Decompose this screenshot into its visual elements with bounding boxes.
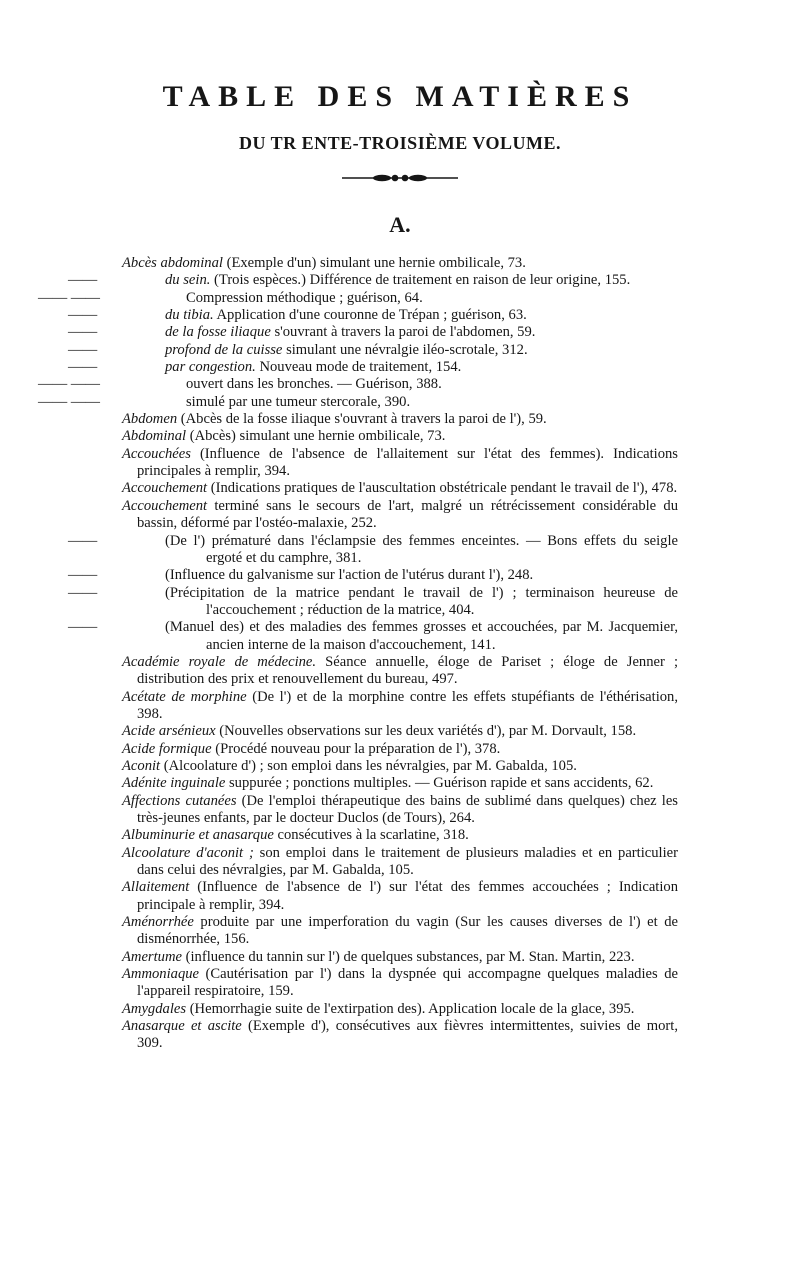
entry-heading: par congestion. xyxy=(165,359,256,376)
entry-heading: Accouchement xyxy=(122,480,208,497)
index-entry xyxy=(68,359,678,376)
entry-dash: —— xyxy=(68,307,98,324)
index-entry xyxy=(122,914,678,949)
entry-text: simulé par une tumeur stercorale, 390. xyxy=(186,393,411,410)
entry-text: Séance annuelle, éloge de Pariset ; éloge de Jenner ; distribution des prix et renouvellement du bureau, 497. xyxy=(137,653,678,688)
entry-text: (Indications pratiques de l'auscultation obstétricale pendant le travail de l'), 478. xyxy=(207,480,678,497)
entry-dash: —— xyxy=(68,272,98,289)
entry-heading: Accouchement xyxy=(122,497,208,514)
entry-text: (De l'emploi thérapeutique des bains de sublimé dans quelques) chez les très-jeunes enfants, par le docteur Duclos (de Tours), 264. xyxy=(137,792,678,826)
entry-list xyxy=(38,255,678,1053)
entry-heading: du tibia. xyxy=(165,307,214,324)
entry-heading: Amygdales xyxy=(122,1000,187,1017)
index-entry xyxy=(122,480,678,497)
entry-text: (Exemple d'), consécutives aux fièvres intermittentes, suivies de mort, 309. xyxy=(137,1018,678,1052)
entry-text: (influence du tannin sur l') de quelques substances, par M. Stan. Martin, 223. xyxy=(181,948,635,965)
index-entry xyxy=(68,324,678,341)
index-entry xyxy=(122,654,678,689)
entry-text: (De l') prématuré dans l'éclampsie des femmes enceintes. — Bons effets du seigle ergoté et du camphre, 381. xyxy=(165,532,678,566)
index-entry xyxy=(122,411,678,428)
entry-heading: Adénite inguinale xyxy=(122,775,226,792)
entry-text: s'ouvrant à travers la paroi de l'abdomen, 59. xyxy=(270,324,536,341)
entry-text: suppurée ; ponctions multiples. — Guérison rapide et sans accidents, 62. xyxy=(225,775,654,792)
index-entry xyxy=(38,376,678,393)
index-entry xyxy=(68,272,678,289)
entry-heading: Acide arsénieux xyxy=(122,723,216,740)
index-entry xyxy=(68,307,678,324)
entry-heading: Abcès abdominal xyxy=(122,255,223,271)
entry-text: (Précipitation de la matrice pendant le travail de l') ; terminaison heureuse de l'accouchement ; réduction de la matrice, 404. xyxy=(165,584,678,618)
entry-text: Nouveau mode de traitement, 154. xyxy=(255,359,462,376)
entry-text: simulant une névralgie iléo-scrotale, 312. xyxy=(282,341,528,358)
entry-dash: —— —— xyxy=(38,289,101,306)
entry-heading: Abdominal xyxy=(122,428,187,445)
index-entry xyxy=(122,498,678,533)
entry-text: produite par une imperforation du vagin (Sur les causes diverses de l') et de disménorrhée, 156. xyxy=(137,914,678,948)
entry-text: (Procédé nouveau pour la préparation de l'), 378. xyxy=(211,740,501,757)
index-entry xyxy=(122,758,678,775)
entry-heading: Aconit xyxy=(122,757,161,774)
entry-heading: profond de la cuisse xyxy=(165,341,283,358)
index-entry xyxy=(122,1018,678,1053)
index-entry xyxy=(122,723,678,740)
index-entry xyxy=(122,793,678,828)
entry-text: (Cautérisation par l') dans la dyspnée qui accompagne quelques maladies de l'appareil respiratoire, 159. xyxy=(137,966,678,1000)
entry-heading: Albuminurie et anasarque xyxy=(122,827,274,844)
index-entry xyxy=(122,775,678,792)
index-entry xyxy=(122,446,678,481)
index-entry xyxy=(68,567,678,584)
index-entry xyxy=(122,255,678,272)
entry-heading: du sein. xyxy=(165,272,211,289)
entry-heading: Acétate de morphine xyxy=(122,688,247,705)
entry-heading: de la fosse iliaque xyxy=(165,324,271,341)
index-entry xyxy=(122,741,678,758)
index-entry xyxy=(68,619,678,654)
entry-dash: —— xyxy=(68,359,98,376)
entry-text: Application d'une couronne de Trépan ; guérison, 63. xyxy=(213,307,527,324)
entry-text: (Hemorrhagie suite de l'extirpation des). Application locale de la glace, 395. xyxy=(186,1000,635,1017)
index-entry xyxy=(38,289,678,307)
index-entry xyxy=(68,584,678,620)
entry-dash: —— xyxy=(68,532,98,549)
entry-dash: —— xyxy=(68,584,98,601)
entry-text: ouvert dans les bronches. — Guérison, 388. xyxy=(186,376,442,393)
index-entry xyxy=(122,949,678,966)
entry-text: (Nouvelles observations sur les deux variétés d'), par M. Dorvault, 158. xyxy=(215,723,637,740)
entry-heading: Anasarque et ascite xyxy=(122,1018,242,1035)
entry-dash: —— —— xyxy=(38,393,101,410)
index-entry xyxy=(122,966,678,1001)
entry-text: son emploi dans le traitement de plusieurs maladies et en particulier dans celui des névralgies, par M. Gabalda, 105. xyxy=(137,844,678,879)
index-entry xyxy=(122,827,678,844)
entry-dash: —— xyxy=(68,324,98,341)
index-entry xyxy=(122,879,678,914)
index-entry xyxy=(68,532,678,568)
entry-text: (Abcès) simulant une hernie ombilicale, 73. xyxy=(186,428,446,445)
entry-dash: —— xyxy=(68,567,98,584)
entry-text: (De l') et de la morphine contre les effets stupéfiants de l'éthérisation, 398. xyxy=(137,688,678,722)
ornament-divider-icon xyxy=(340,171,460,185)
entry-heading: Aménorrhée xyxy=(122,914,194,931)
entry-heading: Allaitement xyxy=(122,879,190,896)
entry-heading: Alcoolature d'aconit ; xyxy=(122,844,254,861)
entry-heading: Acide formique xyxy=(122,740,212,757)
entry-text: (Trois espèces.) Différence de traitement en raison de leur origine, 155. xyxy=(210,272,631,289)
section-letter: A. xyxy=(389,212,411,237)
page-title: TABLE DES MATIÈRES xyxy=(162,80,638,113)
entry-heading: Abdomen xyxy=(122,411,178,428)
entry-text: consécutives à la scarlatine, 318. xyxy=(273,827,469,844)
entry-heading: Affections cutanées xyxy=(122,792,237,809)
volume-subtitle: DU TR ENTE-TROISIÈME VOLUME. xyxy=(238,133,562,153)
index-entry xyxy=(122,689,678,724)
index-entry xyxy=(122,845,678,880)
entry-dash: —— xyxy=(68,619,98,636)
entry-text: terminé sans le secours de l'art, malgré un rétrécissement considérable du bassin, déformé par l'ostéo-malaxie, 252. xyxy=(137,497,678,532)
entry-heading: Ammoniaque xyxy=(122,966,200,983)
entry-text: (Alcoolature d') ; son emploi dans les névralgies, par M. Gabalda, 105. xyxy=(160,757,577,774)
entry-heading: Académie royale de médecine. xyxy=(122,653,317,670)
entry-text: Compression méthodique ; guérison, 64. xyxy=(186,289,423,306)
index-entry xyxy=(122,428,678,445)
entry-heading: Amertume xyxy=(122,948,182,965)
entry-heading: Accouchées xyxy=(122,445,191,462)
entry-text: (Influence du galvanisme sur l'action de l'utérus durant l'), 248. xyxy=(165,567,534,584)
index-entry xyxy=(38,393,678,411)
entry-dash: —— —— xyxy=(38,376,101,393)
entry-text: (Exemple d'un) simulant une hernie ombilicale, 73. xyxy=(222,255,526,271)
entry-text: (Abcès de la fosse iliaque s'ouvrant à travers la paroi de l'), 59. xyxy=(177,411,547,428)
entry-text: (Manuel des) et des maladies des femmes grosses et accouchées, par M. Jacquemier, ancien interne de la maison d'accouchement, 141. xyxy=(165,619,678,653)
entry-dash: —— xyxy=(68,341,98,358)
entry-text: (Influence de l'absence de l') sur l'état des femmes accouchées ; Indication principale à remplir, 394. xyxy=(137,879,678,913)
entry-text: (Influence de l'absence de l'allaitement sur l'état des femmes). Indications principales à remplir, 394. xyxy=(137,445,678,480)
index-entry xyxy=(68,341,678,359)
index-entry xyxy=(122,1001,678,1018)
